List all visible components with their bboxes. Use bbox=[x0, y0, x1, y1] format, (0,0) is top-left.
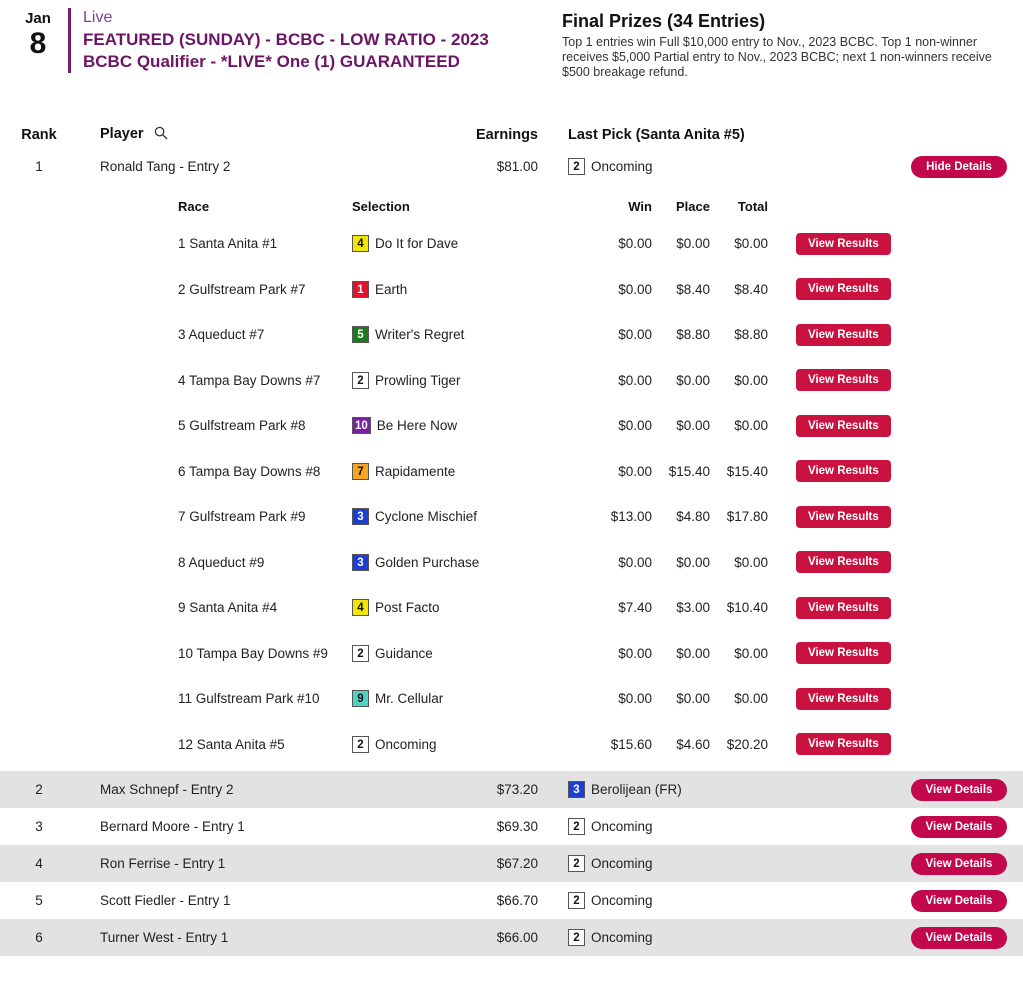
detail-race: 5 Gulfstream Park #8 bbox=[178, 418, 306, 434]
row-earnings: $66.70 bbox=[496, 893, 538, 908]
row-actions bbox=[905, 779, 1023, 801]
horse-name: Cyclone Mischief bbox=[375, 509, 478, 525]
detail-selection bbox=[352, 508, 594, 525]
row-earnings: $73.20 bbox=[496, 782, 538, 797]
detail-win-amount: $0.00 bbox=[618, 691, 652, 707]
detail-actions bbox=[768, 278, 1023, 300]
detail-place-amount: $4.60 bbox=[676, 736, 710, 752]
row-rank: 4 bbox=[35, 856, 43, 871]
detail-total-amount: $0.00 bbox=[734, 418, 768, 434]
detail-total-amount: $15.40 bbox=[726, 463, 768, 479]
row-last-pick bbox=[538, 781, 905, 798]
row-actions bbox=[905, 853, 1023, 875]
contest-date-month: Jan bbox=[25, 10, 51, 27]
horse-name: Golden Purchase bbox=[375, 554, 480, 570]
view-results-button[interactable]: View Results bbox=[796, 460, 891, 482]
detail-win-amount: $13.00 bbox=[610, 509, 652, 525]
row-actions bbox=[905, 927, 1023, 949]
detail-place-amount: $3.00 bbox=[676, 600, 710, 616]
column-header-rank: Rank bbox=[21, 127, 57, 143]
row-player-name: Ronald Tang - Entry 2 bbox=[100, 159, 231, 174]
row-rank: 2 bbox=[35, 782, 43, 797]
detail-total-amount: $8.80 bbox=[734, 327, 768, 343]
saddle-cloth-number: 2 bbox=[568, 158, 585, 175]
horse-name: Writer's Regret bbox=[375, 327, 465, 343]
view-results-button[interactable]: View Results bbox=[796, 642, 891, 664]
detail-total-amount: $0.00 bbox=[734, 236, 768, 252]
detail-row bbox=[0, 403, 1023, 449]
saddle-cloth-number: 2 bbox=[568, 892, 585, 909]
detail-race: 10 Tampa Bay Downs #9 bbox=[178, 645, 328, 661]
detail-race: 9 Santa Anita #4 bbox=[178, 600, 278, 616]
detail-race: 1 Santa Anita #1 bbox=[178, 236, 278, 252]
row-last-pick bbox=[538, 929, 905, 946]
table-row[interactable] bbox=[0, 919, 1023, 956]
detail-win-amount: $0.00 bbox=[618, 236, 652, 252]
detail-total-amount: $10.40 bbox=[726, 600, 768, 616]
view-details-button[interactable]: View Details bbox=[911, 927, 1007, 949]
row-actions bbox=[905, 890, 1023, 912]
column-header-player-label: Player bbox=[100, 126, 144, 142]
detail-total-amount: $0.00 bbox=[734, 554, 768, 570]
table-row[interactable] bbox=[0, 882, 1023, 919]
view-details-button[interactable]: View Details bbox=[911, 853, 1007, 875]
column-header-player bbox=[78, 126, 398, 144]
detail-race: 11 Gulfstream Park #10 bbox=[178, 691, 320, 707]
row-player-name: Scott Fiedler - Entry 1 bbox=[100, 893, 231, 908]
detail-row bbox=[0, 358, 1023, 404]
saddle-cloth-number: 2 bbox=[352, 645, 369, 662]
table-row[interactable] bbox=[0, 148, 1023, 185]
horse-name: Rapidamente bbox=[375, 463, 456, 479]
view-results-button[interactable]: View Results bbox=[796, 551, 891, 573]
row-earnings: $67.20 bbox=[496, 856, 538, 871]
view-results-button[interactable]: View Results bbox=[796, 278, 891, 300]
saddle-cloth-number: 5 bbox=[352, 326, 369, 343]
detail-race: 12 Santa Anita #5 bbox=[178, 736, 285, 752]
detail-win-amount: $0.00 bbox=[618, 281, 652, 297]
horse-name: Prowling Tiger bbox=[375, 372, 461, 388]
table-row[interactable] bbox=[0, 845, 1023, 882]
detail-row bbox=[0, 676, 1023, 722]
detail-selection bbox=[352, 235, 594, 252]
detail-win-amount: $0.00 bbox=[618, 463, 652, 479]
detail-actions bbox=[768, 506, 1023, 528]
row-player-name: Ron Ferrise - Entry 1 bbox=[100, 856, 226, 871]
row-rank: 5 bbox=[35, 893, 43, 908]
row-rank: 6 bbox=[35, 930, 43, 945]
detail-row bbox=[0, 722, 1023, 768]
detail-win-amount: $7.40 bbox=[618, 600, 652, 616]
detail-race: 4 Tampa Bay Downs #7 bbox=[178, 372, 321, 388]
view-results-button[interactable]: View Results bbox=[796, 733, 891, 755]
horse-name: Oncoming bbox=[591, 819, 653, 834]
horse-name: Mr. Cellular bbox=[375, 691, 444, 707]
row-last-pick bbox=[538, 158, 905, 175]
detail-row bbox=[0, 267, 1023, 313]
detail-column-race: Race bbox=[178, 198, 210, 214]
entry-detail-table bbox=[0, 185, 1023, 771]
detail-column-total: Total bbox=[737, 198, 768, 214]
detail-total-amount: $0.00 bbox=[734, 372, 768, 388]
detail-column-selection: Selection bbox=[352, 198, 410, 214]
detail-row bbox=[0, 449, 1023, 495]
detail-selection bbox=[352, 599, 594, 616]
view-results-button[interactable]: View Results bbox=[796, 597, 891, 619]
view-results-button[interactable]: View Results bbox=[796, 233, 891, 255]
horse-name: Oncoming bbox=[375, 736, 437, 752]
detail-row bbox=[0, 585, 1023, 631]
horse-name: Post Facto bbox=[375, 600, 440, 616]
detail-race: 2 Gulfstream Park #7 bbox=[178, 281, 306, 297]
detail-row bbox=[0, 631, 1023, 677]
live-status-label: Live bbox=[83, 9, 113, 26]
detail-actions bbox=[768, 324, 1023, 346]
contest-title-block bbox=[68, 8, 538, 73]
saddle-cloth-number: 2 bbox=[352, 372, 369, 389]
detail-selection bbox=[352, 372, 594, 389]
detail-win-amount: $15.60 bbox=[610, 736, 652, 752]
view-results-button[interactable]: View Results bbox=[796, 324, 891, 346]
horse-name: Oncoming bbox=[591, 893, 653, 908]
view-details-button[interactable]: View Details bbox=[911, 890, 1007, 912]
saddle-cloth-number: 2 bbox=[568, 855, 585, 872]
horse-name: Berolijean (FR) bbox=[591, 782, 682, 797]
row-last-pick bbox=[538, 855, 905, 872]
detail-column-win: Win bbox=[628, 198, 652, 214]
detail-place-amount: $0.00 bbox=[676, 372, 710, 388]
detail-header-row bbox=[0, 191, 1023, 221]
detail-actions bbox=[768, 597, 1023, 619]
detail-total-amount: $17.80 bbox=[726, 509, 768, 525]
saddle-cloth-number: 3 bbox=[352, 508, 369, 525]
view-results-button[interactable]: View Results bbox=[796, 369, 891, 391]
detail-race: 6 Tampa Bay Downs #8 bbox=[178, 463, 321, 479]
detail-row bbox=[0, 540, 1023, 586]
row-earnings: $66.00 bbox=[496, 930, 538, 945]
horse-name: Oncoming bbox=[591, 856, 653, 871]
row-rank: 3 bbox=[35, 819, 43, 834]
saddle-cloth-number: 2 bbox=[352, 736, 369, 753]
view-details-button[interactable]: View Details bbox=[911, 816, 1007, 838]
view-results-button[interactable]: View Results bbox=[796, 506, 891, 528]
saddle-cloth-number: 2 bbox=[568, 929, 585, 946]
view-results-button[interactable]: View Results bbox=[796, 688, 891, 710]
detail-column-place: Place bbox=[676, 198, 710, 214]
prizes-description: Top 1 entries win Full $10,000 entry to Nov., 2023 BCBC. Top 1 non-winner receives $5,000 Partial entry to Nov., 2023 BCBC; next 1 non-winners receive $500 breakage refund. bbox=[562, 35, 992, 79]
detail-selection bbox=[352, 690, 594, 707]
view-results-button[interactable]: View Results bbox=[796, 415, 891, 437]
horse-name: Be Here Now bbox=[376, 418, 458, 434]
contest-date-day: 8 bbox=[29, 27, 47, 60]
detail-row bbox=[0, 312, 1023, 358]
detail-race: 3 Aqueduct #7 bbox=[178, 327, 265, 343]
horse-name: Oncoming bbox=[591, 159, 653, 174]
leaderboard-header-row bbox=[0, 122, 1023, 148]
detail-place-amount: $0.00 bbox=[676, 236, 710, 252]
saddle-cloth-number: 3 bbox=[352, 554, 369, 571]
detail-actions bbox=[768, 460, 1023, 482]
saddle-cloth-number: 2 bbox=[568, 818, 585, 835]
contest-header bbox=[0, 0, 1023, 80]
detail-actions bbox=[768, 369, 1023, 391]
detail-place-amount: $4.80 bbox=[676, 509, 710, 525]
row-earnings: $81.00 bbox=[496, 159, 538, 174]
saddle-cloth-number: 4 bbox=[352, 599, 369, 616]
hide-details-button[interactable]: Hide Details bbox=[911, 156, 1007, 178]
saddle-cloth-number: 3 bbox=[568, 781, 585, 798]
detail-total-amount: $20.20 bbox=[726, 736, 768, 752]
view-details-button[interactable]: View Details bbox=[911, 779, 1007, 801]
leaderboard-rows bbox=[0, 148, 1023, 956]
detail-actions bbox=[768, 688, 1023, 710]
detail-place-amount: $0.00 bbox=[676, 691, 710, 707]
detail-win-amount: $0.00 bbox=[618, 372, 652, 388]
row-player-name: Max Schnepf - Entry 2 bbox=[100, 782, 234, 797]
detail-selection bbox=[352, 554, 594, 571]
saddle-cloth-number: 9 bbox=[352, 690, 369, 707]
row-actions bbox=[905, 816, 1023, 838]
detail-total-amount: $8.40 bbox=[734, 281, 768, 297]
detail-selection bbox=[352, 281, 594, 298]
row-last-pick bbox=[538, 818, 905, 835]
detail-race: 7 Gulfstream Park #9 bbox=[178, 509, 306, 525]
detail-win-amount: $0.00 bbox=[618, 327, 652, 343]
detail-place-amount: $15.40 bbox=[668, 463, 710, 479]
table-row[interactable] bbox=[0, 808, 1023, 845]
column-header-earnings: Earnings bbox=[475, 127, 538, 143]
detail-actions bbox=[768, 233, 1023, 255]
row-actions bbox=[905, 156, 1023, 178]
row-rank: 1 bbox=[35, 159, 43, 174]
detail-place-amount: $0.00 bbox=[676, 645, 710, 661]
detail-selection bbox=[352, 645, 594, 662]
table-row[interactable] bbox=[0, 771, 1023, 808]
page-title: FEATURED (SUNDAY) - BCBC - LOW RATIO - 2023 BCBC Qualifier - *LIVE* One (1) GUARANTEED bbox=[83, 30, 489, 71]
detail-row bbox=[0, 494, 1023, 540]
contest-date bbox=[14, 8, 62, 60]
horse-name: Earth bbox=[375, 281, 408, 297]
detail-selection bbox=[352, 463, 594, 480]
detail-selection bbox=[352, 417, 594, 434]
detail-selection bbox=[352, 736, 594, 753]
detail-place-amount: $8.80 bbox=[676, 327, 710, 343]
detail-row bbox=[0, 221, 1023, 267]
detail-total-amount: $0.00 bbox=[734, 645, 768, 661]
row-last-pick bbox=[538, 892, 905, 909]
column-header-last-pick: Last Pick (Santa Anita #5) bbox=[568, 127, 745, 143]
search-icon[interactable] bbox=[154, 126, 168, 144]
detail-actions bbox=[768, 415, 1023, 437]
saddle-cloth-number: 1 bbox=[352, 281, 369, 298]
detail-place-amount: $0.00 bbox=[676, 554, 710, 570]
row-earnings: $69.30 bbox=[496, 819, 538, 834]
row-player-name: Turner West - Entry 1 bbox=[100, 930, 229, 945]
detail-selection bbox=[352, 326, 594, 343]
horse-name: Guidance bbox=[375, 645, 433, 661]
saddle-cloth-number: 4 bbox=[352, 235, 369, 252]
detail-place-amount: $0.00 bbox=[676, 418, 710, 434]
saddle-cloth-number: 10 bbox=[352, 417, 371, 434]
detail-actions bbox=[768, 551, 1023, 573]
horse-name: Oncoming bbox=[591, 930, 653, 945]
detail-total-amount: $0.00 bbox=[734, 691, 768, 707]
detail-actions bbox=[768, 733, 1023, 755]
row-player-name: Bernard Moore - Entry 1 bbox=[100, 819, 245, 834]
detail-win-amount: $0.00 bbox=[618, 418, 652, 434]
detail-place-amount: $8.40 bbox=[676, 281, 710, 297]
detail-win-amount: $0.00 bbox=[618, 554, 652, 570]
prizes-block bbox=[538, 8, 1009, 80]
detail-actions bbox=[768, 642, 1023, 664]
detail-race: 8 Aqueduct #9 bbox=[178, 554, 265, 570]
saddle-cloth-number: 7 bbox=[352, 463, 369, 480]
leaderboard bbox=[0, 122, 1023, 956]
detail-win-amount: $0.00 bbox=[618, 645, 652, 661]
prizes-title: Final Prizes (34 Entries) bbox=[562, 11, 766, 31]
horse-name: Do It for Dave bbox=[375, 236, 459, 252]
